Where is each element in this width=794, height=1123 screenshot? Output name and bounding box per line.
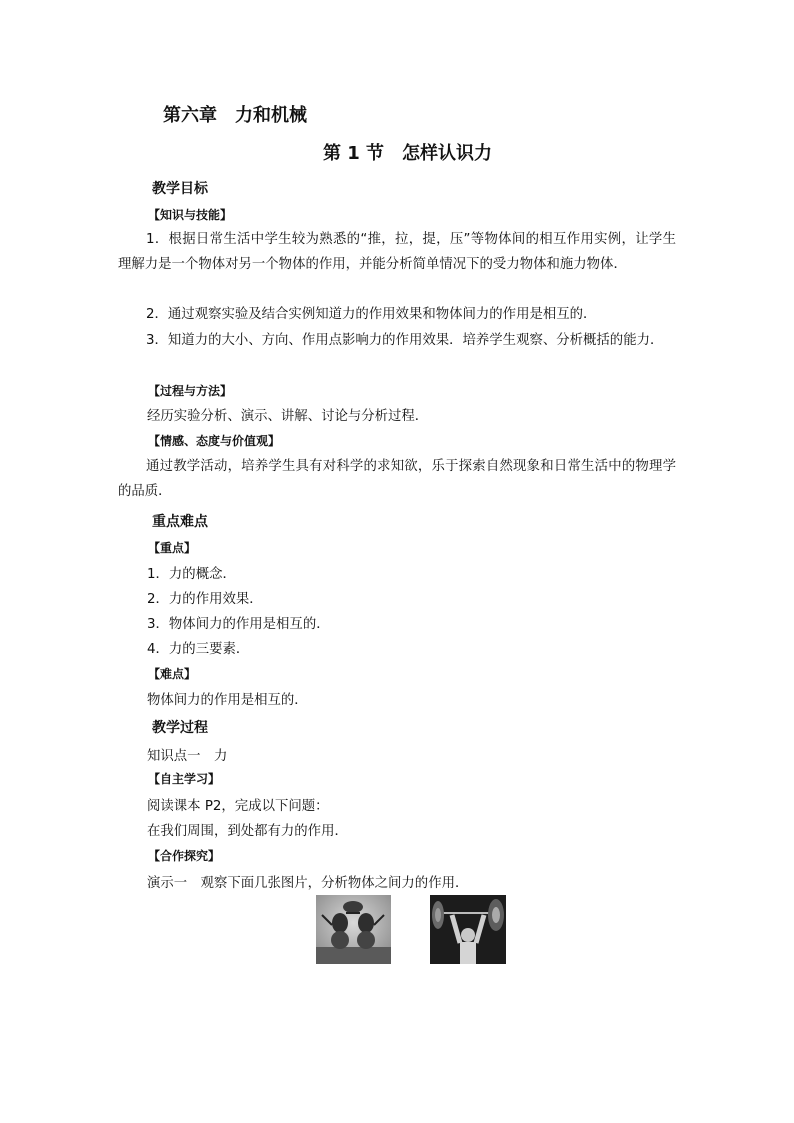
ants-lifting-illustration: [316, 895, 391, 964]
focus-item: 2．力的作用效果．: [147, 592, 263, 607]
focus-heading: 【重点】: [148, 541, 197, 555]
process-method-heading: 【过程与方法】: [148, 384, 233, 398]
self-study-line-1: 阅读课本 P2，完成以下问题：: [147, 799, 329, 814]
goal-item-3: 3．知道力的大小、方向、作用点影响力的作用效果．培养学生观察、分析概括的能力．: [146, 333, 664, 348]
ants-lifting-photo: [316, 895, 391, 964]
self-study-line-2: 在我们周围，到处都有力的作用．: [147, 824, 348, 839]
chapter-title: 第六章 力和机械: [163, 105, 307, 126]
focus-item: 3．物体间力的作用是相互的．: [147, 617, 330, 632]
emotion-heading: 【情感、态度与价值观】: [148, 434, 281, 448]
demo-line: 演示一 观察下面几张图片，分析物体之间力的作用．: [147, 876, 469, 891]
focus-item: 4．力的三要素．: [147, 642, 250, 657]
focus-item: 1．力的概念．: [147, 567, 236, 582]
process-method-text: 经历实验分析、演示、讲解、讨论与分析过程．: [147, 409, 429, 424]
teaching-process-heading: 教学过程: [152, 720, 208, 736]
goal-item-1: 1．根据日常生活中学生较为熟悉的“推，拉，提，压”等物体间的相互作用实例，让学生理解力是一个物体对另一个物体的作用，并能分析简单情况下的受力物体和施力物体．: [118, 232, 676, 272]
goal-item-2: 2．通过观察实验及结合实例知道力的作用效果和物体间力的作用是相互的．: [146, 307, 597, 322]
weightlifter-illustration: [430, 895, 506, 964]
key-points-heading: 重点难点: [152, 514, 208, 530]
difficulty-text: 物体间力的作用是相互的．: [147, 693, 308, 708]
teaching-goals-heading: 教学目标: [152, 181, 208, 197]
knowledge-skills-heading: 【知识与技能】: [148, 208, 233, 222]
explore-heading: 【合作探究】: [148, 849, 221, 863]
self-study-heading: 【自主学习】: [148, 772, 221, 786]
knowledge-point-title: 知识点一 力: [147, 749, 228, 764]
section-title: 第 1 节 怎样认识力: [323, 143, 493, 164]
weightlifter-photo: [430, 895, 506, 964]
emotion-text: 通过教学活动，培养学生具有对科学的求知欲，乐于探索自然现象和日常生活中的物理学的品质．: [118, 459, 676, 499]
difficulty-heading: 【难点】: [148, 667, 197, 681]
